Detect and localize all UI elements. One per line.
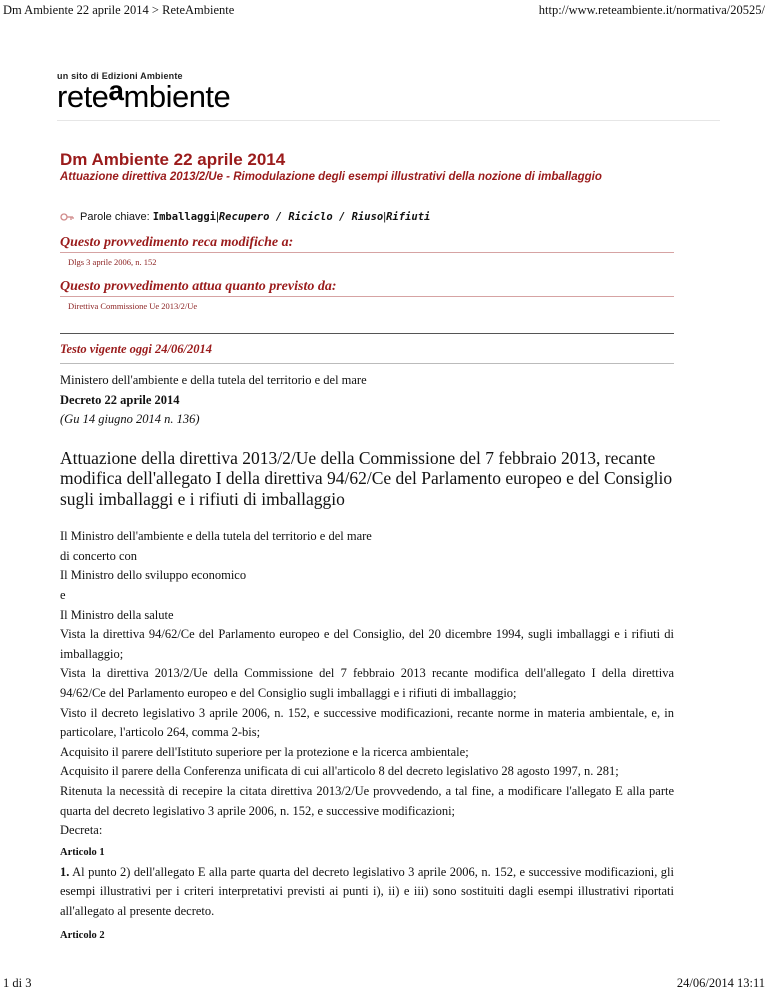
keyword-link-recupero[interactable]: Recupero / Riciclo / Riuso bbox=[218, 211, 384, 223]
preamble-line: e bbox=[60, 588, 66, 603]
preamble-line: Decreta: bbox=[60, 823, 103, 838]
main-content bbox=[60, 150, 674, 944]
key-icon bbox=[60, 212, 74, 222]
implements-link[interactable]: Direttiva Commissione Ue 2013/2/Ue bbox=[68, 301, 198, 311]
preamble bbox=[60, 527, 674, 841]
modifies-heading: Questo provvedimento reca modifiche a: bbox=[60, 235, 674, 253]
preamble-line: di concerto con bbox=[60, 548, 138, 563]
preamble-line: Visto il decreto legislativo 3 aprile 2006, n. 152, e successive modificazioni, recante norme in materia ambientale, e, in particolare, l'articolo 264, comma 2-bis; bbox=[60, 705, 674, 740]
decree-line: Decreto 22 aprile 2014 bbox=[60, 392, 180, 407]
keywords-row bbox=[60, 211, 674, 223]
print-footer bbox=[3, 976, 765, 991]
preamble-line: Il Ministro dell'ambiente e della tutela del territorio e del mare bbox=[60, 529, 372, 544]
keyword-link-imballaggi[interactable]: Imballaggi bbox=[152, 211, 216, 223]
keyword-separator: | bbox=[383, 211, 387, 223]
implements-heading: Questo provvedimento attua quanto previsto da: bbox=[60, 279, 674, 297]
logo-part-mbiente: mbiente bbox=[123, 79, 231, 114]
logo-part-rete: rete bbox=[57, 79, 109, 114]
keywords-label: Parole chiave: bbox=[80, 211, 150, 223]
preamble-line: Acquisito il parere della Conferenza unificata di cui all'articolo 8 del decreto legislativo 28 agosto 1997, n. 281; bbox=[60, 764, 619, 779]
ministry-line: Ministero dell'ambiente e della tutela del territorio e del mare bbox=[60, 373, 367, 387]
print-header bbox=[3, 3, 765, 18]
header-divider bbox=[57, 120, 720, 121]
preamble-line: Vista la direttiva 94/62/Ce del Parlamento europeo e del Consiglio, del 20 dicembre 1994, sugli imballaggi e i rifiuti di imballaggio; bbox=[60, 627, 674, 661]
preamble-line: Ritenuta la necessità di recepire la citata direttiva 2013/2/Ue provvedendo, a tal fine, a modificare l'allegato E alla parte quarta del decreto legislativo 3 aprile 2006, n. 152, e successive modificazioni; bbox=[60, 784, 674, 818]
decree-title: Attuazione della direttiva 2013/2/Ue della Commissione del 7 febbraio 2013, recante modifica dell'allegato I della direttiva 94/62/Ce del Parlamento europeo e del Consiglio sugli imballaggi e i rifiuti di imballaggio bbox=[60, 447, 673, 509]
preamble-line: Acquisito il parere dell'Istituto superiore per la protezione e la ricerca ambientale; bbox=[60, 744, 469, 759]
print-header-url: http://www.reteambiente.it/normativa/20525/ bbox=[538, 3, 765, 17]
logo-part-a: a bbox=[108, 75, 124, 106]
keyword-link-rifiuti[interactable]: Rifiuti bbox=[386, 211, 431, 223]
page-indicator: 1 di 3 bbox=[3, 976, 32, 990]
article-1-heading: Articolo 1 bbox=[60, 846, 105, 858]
document-subtitle: Attuazione direttiva 2013/2/Ue - Rimodulazione degli esempi illustrativi della nozione di imballaggio bbox=[60, 171, 602, 183]
preamble-line: Il Ministro dello sviluppo economico bbox=[60, 568, 247, 583]
modifies-link[interactable]: Dlgs 3 aprile 2006, n. 152 bbox=[68, 257, 157, 267]
print-timestamp: 24/06/2014 13:11 bbox=[676, 976, 765, 990]
current-text-heading: Testo vigente oggi 24/06/2014 bbox=[60, 334, 674, 364]
preamble-line: Vista la direttiva 2013/2/Ue della Commissione del 7 febbraio 2013 recante modifica dell'allegato I della direttiva 94/62/Ce del Parlamento europeo e del Consiglio sugli imballaggi e i rifiuti di imballaggio; bbox=[60, 666, 674, 701]
article-2-heading: Articolo 2 bbox=[60, 929, 105, 941]
print-header-title: Dm Ambiente 22 aprile 2014 > ReteAmbiente bbox=[3, 3, 235, 17]
article-1-text bbox=[60, 863, 674, 922]
preamble-line: Il Ministro della salute bbox=[60, 607, 174, 622]
article-1-number: 1. bbox=[60, 864, 70, 879]
gazette-line: (Gu 14 giugno 2014 n. 136) bbox=[60, 412, 200, 427]
article-1-body: Al punto 2) dell'allegato E alla parte quarta del decreto legislativo 3 aprile 2006, n. 152, e successive modificazioni, gli esempi illustrativi per i criteri interpretativi previsti ai punti i), ii) e iii) sono sostituiti dagli esempi illustrativi riportati all'allegato al presente decreto. bbox=[60, 864, 674, 918]
document-title: Dm Ambiente 22 aprile 2014 bbox=[60, 150, 286, 169]
site-brand[interactable] bbox=[57, 71, 230, 116]
brand-subtitle: un sito di Edizioni Ambiente bbox=[57, 71, 183, 81]
keyword-separator: | bbox=[216, 211, 219, 223]
